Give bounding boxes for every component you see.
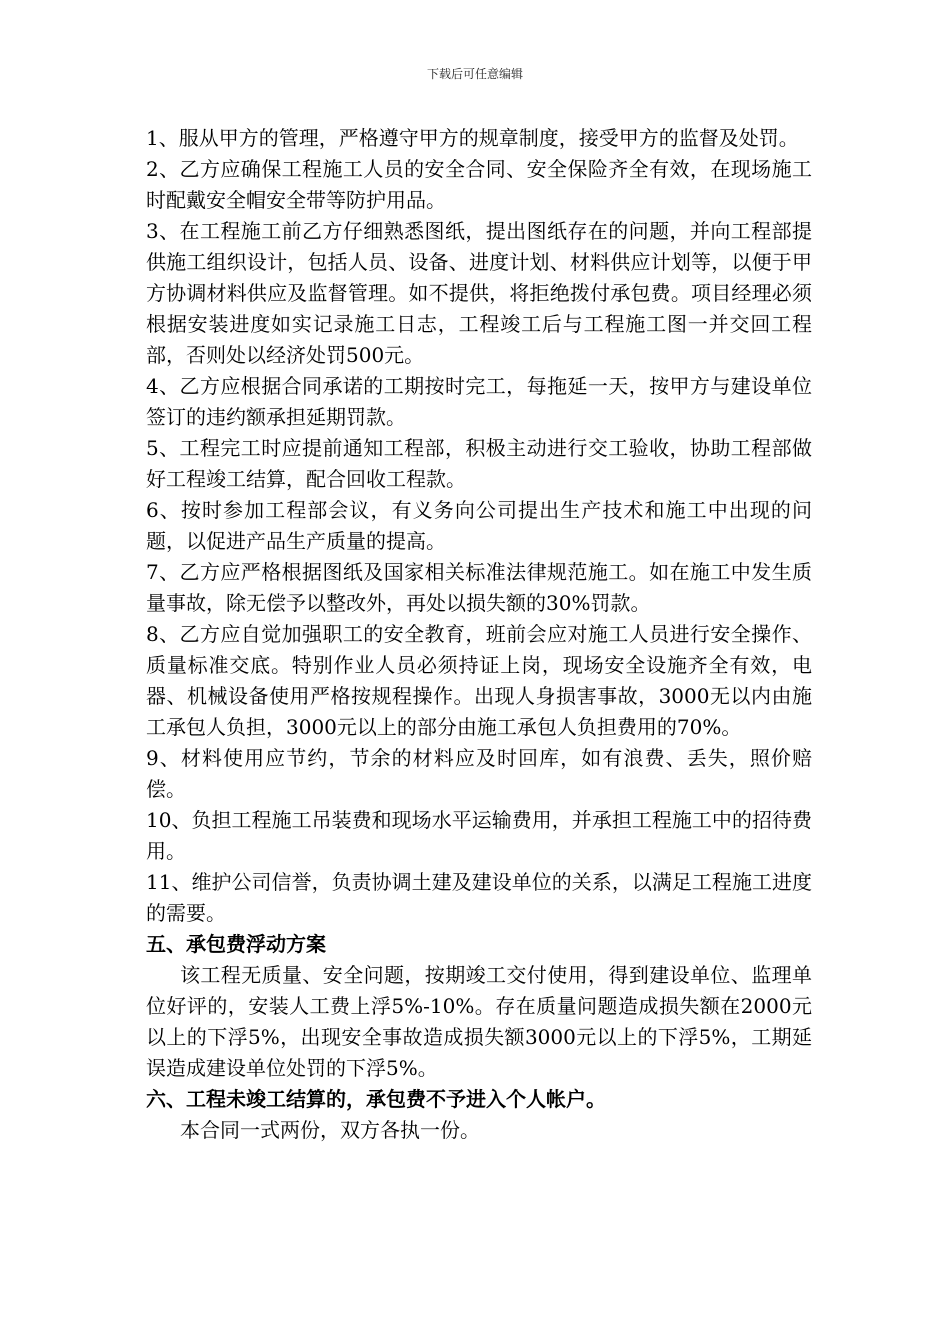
clause-11: 11、维护公司信誉，负责协调土建及建设单位的关系，以满足工程施工进度的需要。 bbox=[146, 870, 812, 925]
clause-6: 6、按时参加工程部会议，有义务向公司提出生产技术和施工中出现的问题，以促进产品生产质量的提高。 bbox=[146, 498, 812, 553]
clause-3: 3、在工程施工前乙方仔细熟悉图纸，提出图纸存在的问题，并向工程部提供施工组织设计，包括人员、设备、进度计划、材料供应计划等，以便于甲方协调材料供应及监督管理。如不提供，将拒绝拨付承包费。项目经理必须根据安装进度如实记录施工日志，工程竣工后与工程施工图一并交回工程部，否则处以经济处罚500元。 bbox=[146, 219, 812, 367]
clause-5: 5、工程完工时应提前通知工程部，积极主动进行交工验收，协助工程部做好工程竣工结算，配合回收工程款。 bbox=[146, 436, 812, 491]
clause-10: 10、负担工程施工吊装费和现场水平运输费用，并承担工程施工中的招待费用。 bbox=[146, 808, 812, 863]
section-5-body: 该工程无质量、安全问题，按期竣工交付使用，得到建设单位、监理单位好评的，安装人工费上浮5%-10%。存在质量问题造成损失额在2000元以上的下浮5%，出现安全事故造成损失额3000元以上的下浮5%，工期延误造成建设单位处罚的下浮5%。 bbox=[146, 963, 812, 1080]
clause-2: 2、乙方应确保工程施工人员的安全合同、安全保险齐全有效，在现场施工时配戴安全帽安全带等防护用品。 bbox=[146, 157, 812, 212]
section-heading-5: 五、承包费浮动方案 bbox=[146, 932, 326, 956]
document-body bbox=[146, 123, 812, 1146]
clause-1: 1、服从甲方的管理，严格遵守甲方的规章制度，接受甲方的监督及处罚。 bbox=[146, 126, 799, 150]
clause-8: 8、乙方应自觉加强职工的安全教育，班前会应对施工人员进行安全操作、质量标准交底。特别作业人员必须持证上岗，现场安全设施齐全有效，电器、机械设备使用严格按规程操作。出现人身损害事故，3000无以内由施工承包人负担，3000元以上的部分由施工承包人负担费用的70%。 bbox=[146, 622, 812, 739]
closing-statement: 本合同一式两份，双方各执一份。 bbox=[180, 1118, 480, 1142]
clause-9: 9、材料使用应节约，节余的材料应及时回库，如有浪费、丢失，照价赔偿。 bbox=[146, 746, 812, 801]
page-header: 下载后可任意编辑 bbox=[426, 67, 523, 81]
clause-4: 4、乙方应根据合同承诺的工期按时完工，每拖延一天，按甲方与建设单位签订的违约额承担延期罚款。 bbox=[146, 374, 812, 429]
section-heading-6: 六、工程未竣工结算的，承包费不予进入个人帐户。 bbox=[146, 1087, 606, 1111]
clause-7: 7、乙方应严格根据图纸及国家相关标准法律规范施工。如在施工中发生质量事故，除无偿予以整改外，再处以损失额的30%罚款。 bbox=[146, 560, 812, 615]
